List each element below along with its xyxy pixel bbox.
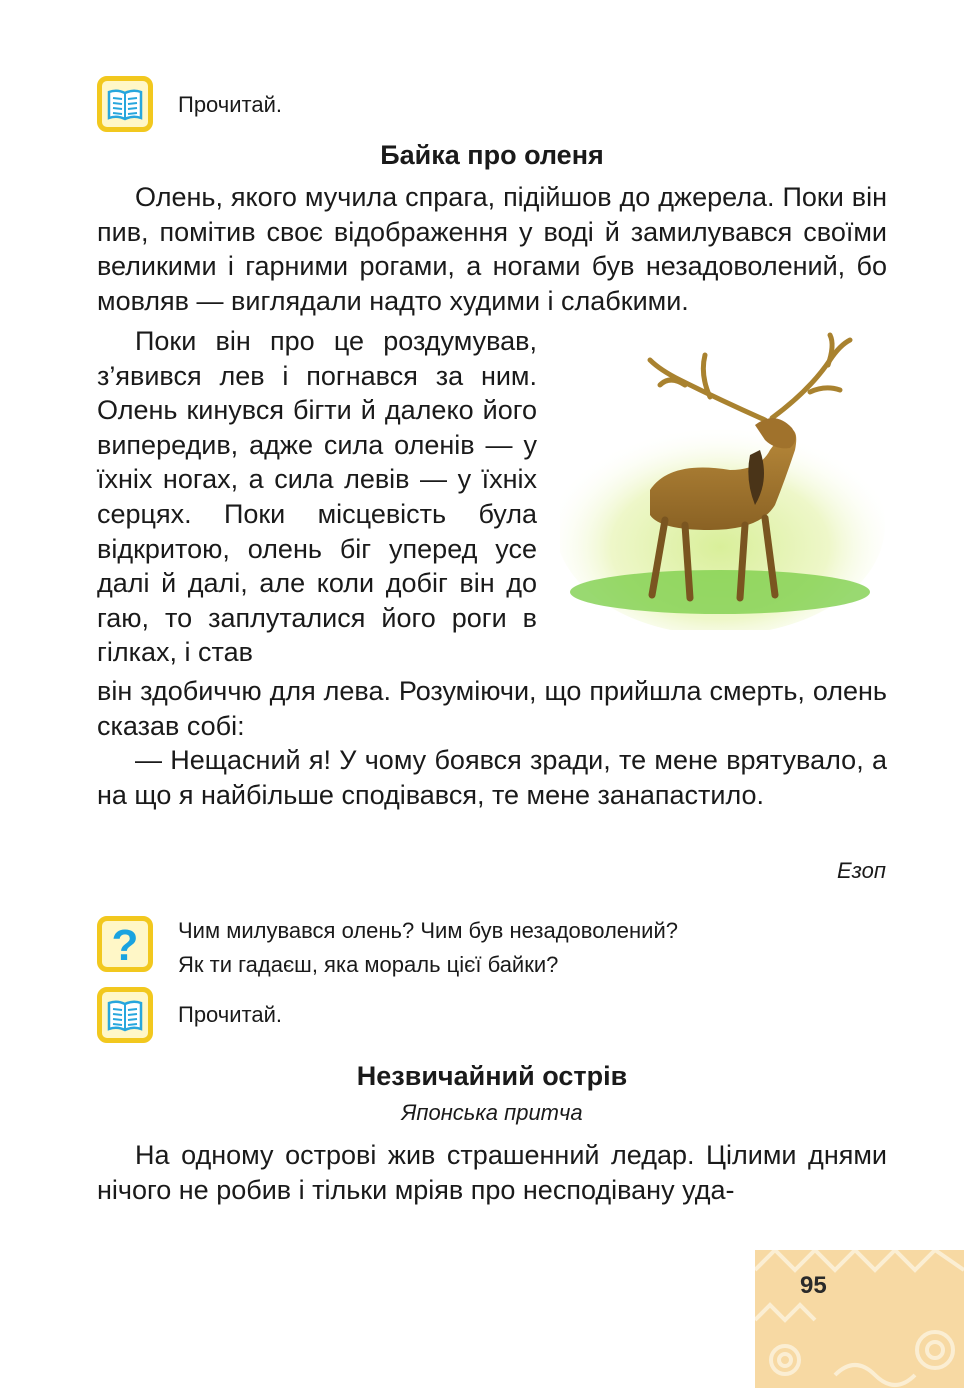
question-icon — [97, 916, 153, 972]
story-title-2: Незвичайний острів — [356, 1061, 628, 1091]
book-icon — [97, 76, 153, 132]
instruction-label-2: Прочитай. — [178, 1002, 283, 1027]
paragraph-1: Олень, якого мучила спрага, підійшов до джерела. Поки він пив, помітив своє відображення у воді й замилувався своїми великими і гарними рогами, а ногами був незадоволений, бо мовляв — виглядали надто худими і слабкими. — [97, 182, 887, 316]
question-line-1: Чим милувався олень? Чим був незадоволений? — [178, 918, 678, 943]
book-icon — [97, 987, 153, 1043]
paragraph-story-2: На одному острові жив страшенний ледар. Цілими днями нічого не робив і тільки мріяв про несподівану уда- — [97, 1140, 887, 1205]
page-corner-decoration — [755, 1250, 964, 1388]
story-subtitle: Японська притча — [401, 1100, 583, 1125]
paragraph-2-rest: він здобиччю для лева. Розуміючи, що прийшла смерть, олень сказав собі: — [97, 676, 887, 741]
deer-illustration — [560, 330, 890, 630]
instruction-label: Прочитай. — [178, 92, 283, 117]
svg-text:?: ? — [111, 924, 139, 964]
author-name: Езоп — [837, 858, 886, 883]
question-line-2: Як ти гадаєш, яка мораль цієї байки? — [178, 952, 559, 977]
paragraph-3: — Нещасний я! У чому боявся зради, те мене врятувало, а на що я найбільше сподівався, те мене занапастило. — [97, 745, 887, 810]
page-number: 95 — [800, 1272, 827, 1299]
story-title: Байка про оленя — [380, 140, 604, 170]
paragraph-2-wrap: Поки він про це роздумував, з’явився лев і погнався за ним. Олень кинувся бігти й далеко його випередив, адже сила оленів — у їхніх ногах, а сила левів — у їхніх серцях. Поки місцевість була відкритою, олень біг уперед усе далі й далі, але коли добіг він до гаю, то заплуталися його роги в гілках, і став — [97, 326, 537, 668]
